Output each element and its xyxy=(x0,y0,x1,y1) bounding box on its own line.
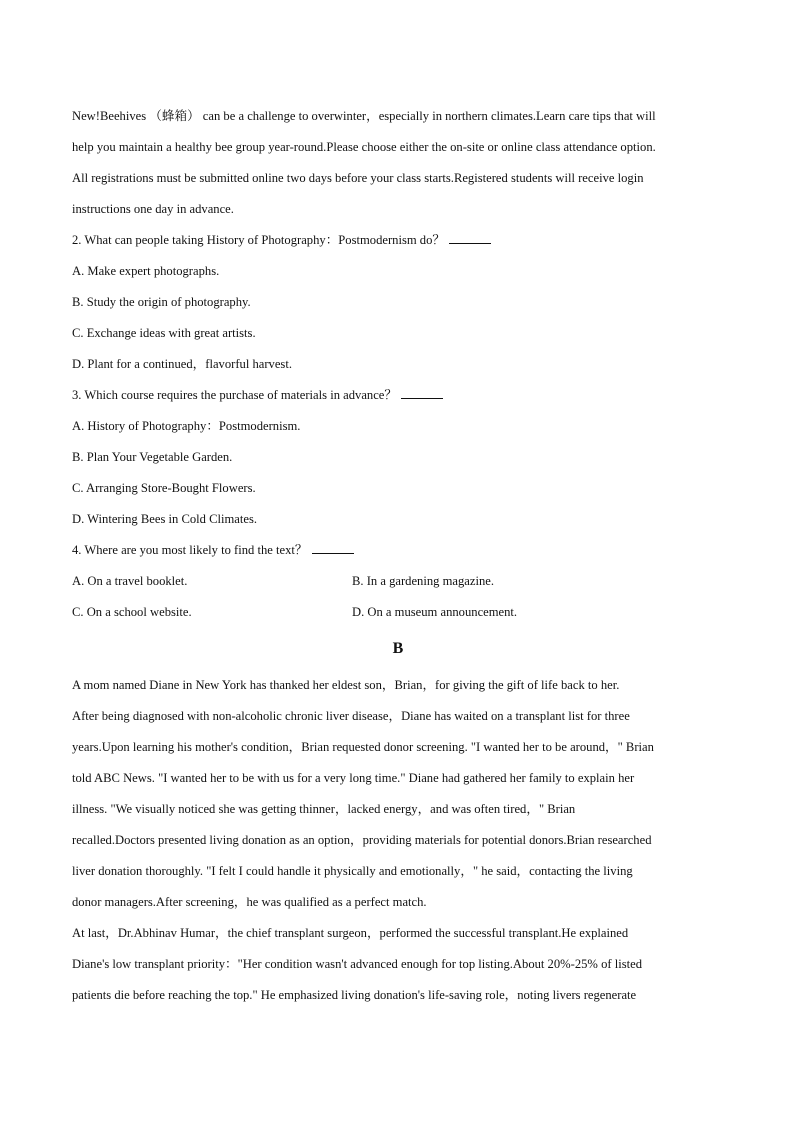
paragraph-line: donor managers.After screening，he was qualified as a perfect match. xyxy=(72,895,427,909)
question-stem: 3. Which course requires the purchase of materials in advance？ xyxy=(72,380,724,411)
paragraph-line: instructions one day in advance. xyxy=(72,202,234,216)
paragraph-line: Diane's low transplant priority："Her condition wasn't advanced enough for top listing.About 20%-25% of listed xyxy=(72,957,642,971)
option-b: B. In a gardening magazine. xyxy=(352,574,494,588)
paragraph-line: liver donation thoroughly. "I felt I could handle it physically and emotionally，" he said，contacting the living xyxy=(72,864,633,878)
paragraph-line: recalled.Doctors presented living donation as an option，providing materials for potential donors.Brian researched xyxy=(72,833,652,847)
answer-blank xyxy=(401,386,443,399)
option-a: A. Make expert photographs. xyxy=(72,264,220,278)
question-2 xyxy=(72,225,724,380)
option-b: B. Plan Your Vegetable Garden. xyxy=(72,450,233,464)
option-c: C. Arranging Store-Bought Flowers. xyxy=(72,481,256,495)
options-row xyxy=(72,566,724,597)
question-stem: 4. Where are you most likely to find the text？ xyxy=(72,535,724,566)
paragraph-line: At last，Dr.Abhinav Humar，the chief transplant surgeon，performed the successful transplant.He explained xyxy=(72,926,629,940)
option-c: C. On a school website. xyxy=(72,605,192,619)
options-row xyxy=(72,597,724,628)
paragraph-line: All registrations must be submitted online two days before your class starts.Registered students will receive login xyxy=(72,171,644,185)
paragraph-line: years.Upon learning his mother's condition，Brian requested donor screening. "I wanted her to be around，" Brian xyxy=(72,740,654,754)
passage-a-tail xyxy=(72,101,724,225)
paragraph-line: After being diagnosed with non-alcoholic chronic liver disease，Diane has waited on a transplant list for three xyxy=(72,709,630,723)
section-heading: B xyxy=(392,640,404,657)
option-b: B. Study the origin of photography. xyxy=(72,295,251,309)
paragraph-line: told ABC News. "I wanted her to be with us for a very long time." Diane had gathered her family to explain her xyxy=(72,771,635,785)
option-d: D. On a museum announcement. xyxy=(352,605,518,619)
question-4 xyxy=(72,535,724,628)
paragraph-line: patients die before reaching the top." He emphasized living donation's life-saving role，noting livers regenerate xyxy=(72,988,637,1002)
answer-blank xyxy=(312,541,354,554)
question-3 xyxy=(72,380,724,535)
question-stem: 2. What can people taking History of Photography：Postmodernism do？ xyxy=(72,225,724,256)
passage-b xyxy=(72,670,724,1011)
option-a: A. On a travel booklet. xyxy=(72,574,188,588)
option-a: A. History of Photography：Postmodernism. xyxy=(72,419,301,433)
document-page xyxy=(72,101,724,1011)
paragraph-line: help you maintain a healthy bee group year-round.Please choose either the on-site or online class attendance option. xyxy=(72,140,656,154)
paragraph-line: illness. "We visually noticed she was getting thinner，lacked energy，and was often tired，" Brian xyxy=(72,802,576,816)
option-d: D. Wintering Bees in Cold Climates. xyxy=(72,512,258,526)
option-d: D. Plant for a continued，flavorful harvest. xyxy=(72,357,292,371)
paragraph-line: New!Beehives （蜂箱） can be a challenge to overwinter，especially in northern climates.Learn care tips that will xyxy=(72,109,656,123)
paragraph-line: A mom named Diane in New York has thanked her eldest son，Brian，for giving the gift of life back to her. xyxy=(72,678,620,692)
answer-blank xyxy=(449,231,491,244)
option-c: C. Exchange ideas with great artists. xyxy=(72,326,256,340)
